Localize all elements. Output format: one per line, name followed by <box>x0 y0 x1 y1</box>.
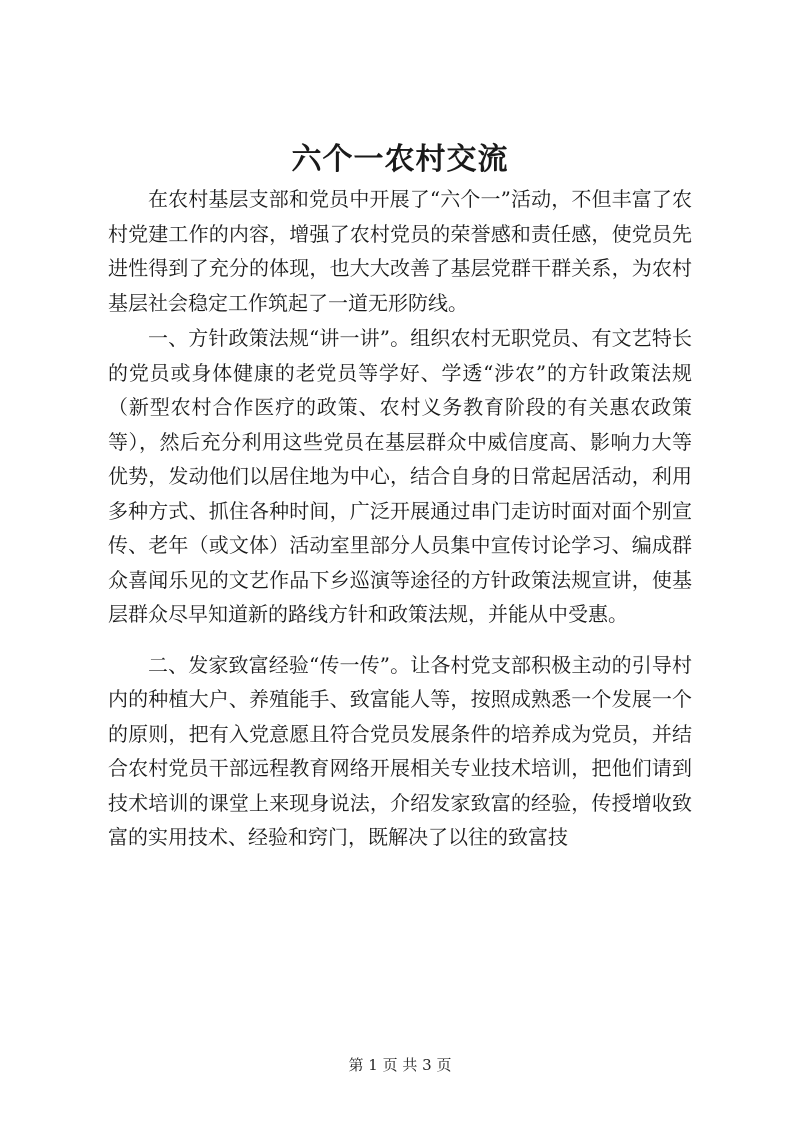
document-title: 六个一农村交流 <box>291 142 509 177</box>
paragraph-section-one: 一、方针政策法规“讲一讲”。组织农村无职党员、有文艺特长的党员或身体健康的老党员等学好、学透“涉农”的方针政策法规（新型农村合作医疗的政策、农村义务教育阶段的有关惠农政策等），然后充分利用这些党员在基层群众中威信度高、影响力大等优势，发动他们以居住地为中心，结合自身的日常起居活动，利用多种方式、抓住各种时间，广泛开展通过串门走访时面对面个别宣传、老年（或文体）活动室里部分人员集中宣传讨论学习、编成群众喜闻乐见的文艺作品下乡巡演等途径的方针政策法规宣讲，使基层群众尽早知道新的路线方针和政策法规，并能从中受惠。 <box>108 326 692 626</box>
paragraph-intro: 在农村基层支部和党员中开展了“六个一”活动，不但丰富了农村党建工作的内容，增强了农村党员的荣誉感和责任感，使党员先进性得到了充分的体现，也大大改善了基层党群干群关系，为农村基层社会稳定工作筑起了一道无形防线。 <box>108 187 692 315</box>
paragraph-section-two: 二、发家致富经验“传一传”。让各村党支部积极主动的引导村内的种植大户、养殖能手、致富能人等，按照成熟悉一个发展一个的原则，把有入党意愿且符合党员发展条件的培养成为党员，并结合农村党员干部远程教育网络开展相关专业技术培训，把他们请到技术培训的课堂上来现身说法，介绍发家致富的经验，传授增收致富的实用技术、经验和窍门，既解决了以往的致富技 <box>108 652 692 849</box>
document-body <box>108 182 692 855</box>
page-footer: 第 1 页 共 3 页 <box>348 1056 452 1074</box>
